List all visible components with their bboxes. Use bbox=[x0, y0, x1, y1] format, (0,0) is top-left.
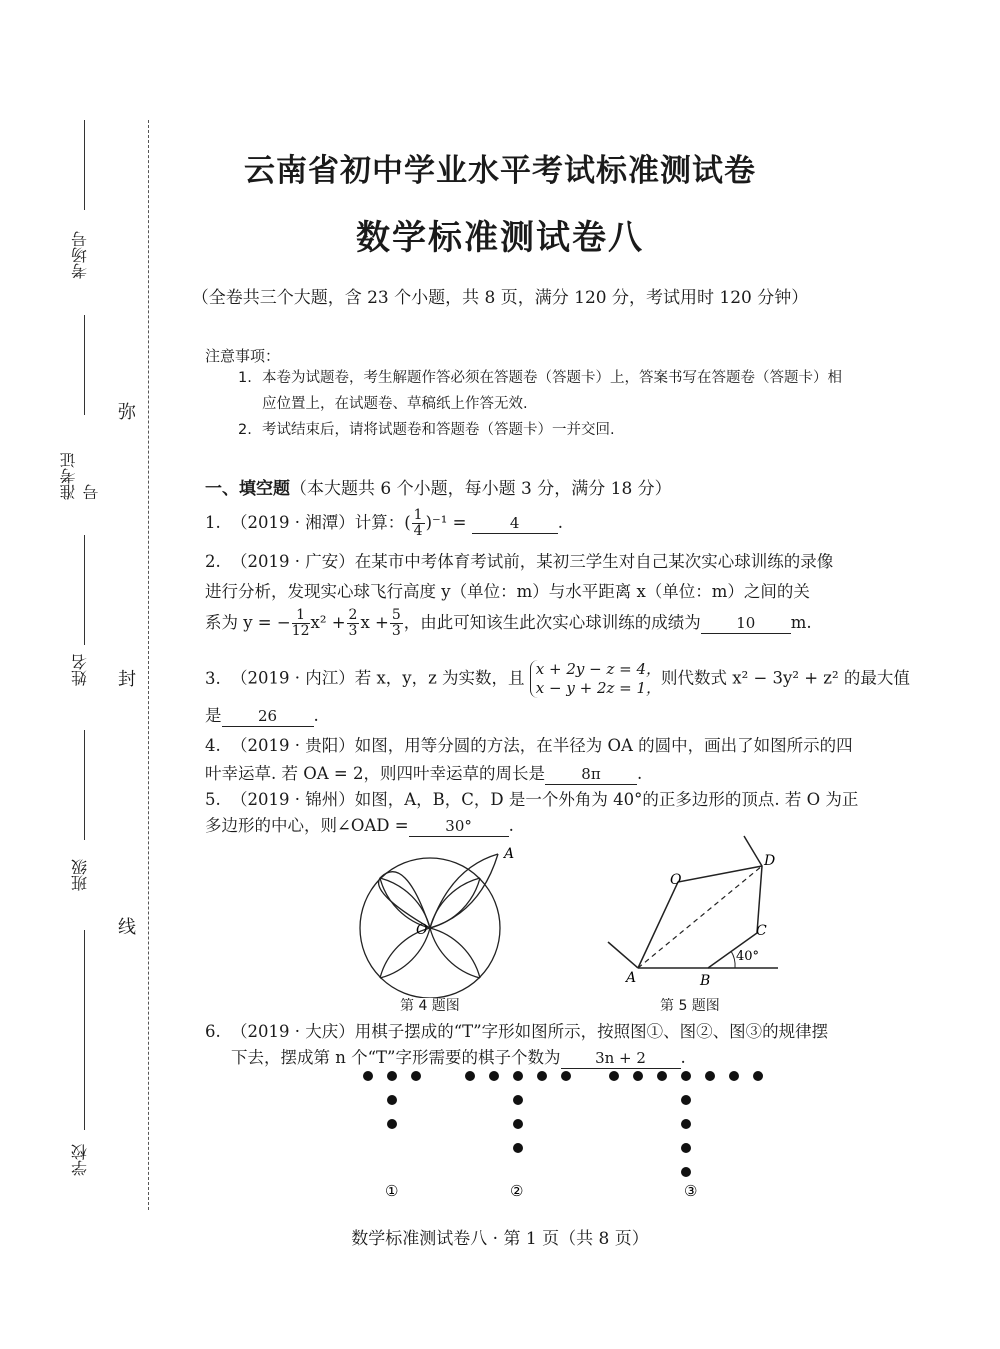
leaf-arc bbox=[430, 854, 498, 928]
question-3: 3. （2019 · 内江）若 x，y，z 为实数，且 x + 2y − z = 4， x − y + 2z = 1， 则代数式 x² − 3y² + z² 的最大值 bbox=[205, 660, 910, 697]
field-line bbox=[84, 315, 85, 415]
field-exam-room: 考场号 bbox=[70, 231, 90, 279]
figure-4-caption: 第 4 题图 bbox=[400, 998, 460, 1014]
figure-5-polygon bbox=[600, 832, 800, 992]
field-name: 姓名 bbox=[70, 654, 90, 686]
seal-char-xian: 线 bbox=[118, 917, 136, 938]
note-item: 1. 本卷为试题卷，考生解题作答必须在答题卷（答题卡）上，答案书写在答题卷（答题卡）相 bbox=[238, 370, 842, 386]
paper-title: 数学标准测试卷八 bbox=[356, 218, 644, 258]
answer-blank: 30° bbox=[409, 816, 509, 837]
question-1: 1. （2019 · 湘潭）计算：( $\frac{1}{4}$ )⁻¹ = 4 . bbox=[205, 507, 563, 539]
leaf-arc bbox=[430, 928, 480, 978]
answer-blank: 10 bbox=[701, 613, 791, 634]
leaf-arc bbox=[380, 878, 430, 928]
leaf-arc bbox=[430, 928, 480, 978]
question-6: 6. （2019 · 大庆）用棋子摆成的“T”字形如图所示，按照图①、图②、图③的规律摆 bbox=[205, 1022, 829, 1041]
page-footer: 数学标准测试卷八 · 第 1 页（共 8 页） bbox=[351, 1229, 649, 1249]
fraction: $\frac{2}{3}$ bbox=[348, 607, 358, 639]
field-ticket-number: 准考证号 bbox=[59, 452, 101, 500]
field-line bbox=[84, 930, 85, 1130]
exam-series-title: 云南省初中学业水平考试标准测试卷 bbox=[244, 153, 756, 189]
note-item: 2. 考试结束后，请将试题卷和答题卷（答题卡）一并交回. bbox=[238, 422, 615, 438]
label-A: A bbox=[626, 970, 637, 986]
label-O: O bbox=[416, 922, 428, 938]
notes-heading: 注意事项： bbox=[205, 347, 281, 365]
field-line bbox=[84, 535, 85, 645]
question-2: 2. （2019 · 广安）在某市中考体育考试前，某初三学生对自己某次实心球训练的录像 bbox=[205, 552, 834, 571]
t-shape-3 bbox=[609, 1071, 763, 1177]
question-3-line2: 是 26 . bbox=[205, 706, 319, 725]
answer-blank: 8π bbox=[545, 764, 637, 785]
field-school: 学校 bbox=[70, 1144, 90, 1176]
t-shape-2 bbox=[465, 1071, 571, 1153]
equation-system: x + 2y − z = 4， x − y + 2z = 1， bbox=[530, 660, 661, 698]
figure-5-caption: 第 5 题图 bbox=[660, 998, 720, 1014]
leaf-arc bbox=[430, 878, 480, 928]
figure-4-clover bbox=[350, 838, 530, 998]
question-5: 5. （2019 · 锦州）如图，A，B，C，D 是一个外角为 40°的正多边形的顶点. 若 O 为正 bbox=[205, 790, 859, 809]
question-4-line2: 叶幸运草. 若 OA = 2，则四叶幸运草的周长是 8π . bbox=[205, 764, 643, 783]
angle-label: 40° bbox=[736, 949, 760, 964]
label-A: A bbox=[504, 846, 515, 862]
leaf-arc bbox=[430, 878, 480, 928]
label-D: D bbox=[764, 853, 776, 869]
fraction: $\frac{5}{3}$ bbox=[391, 607, 401, 639]
label-3: ③ bbox=[684, 1182, 698, 1200]
answer-blank: 3n + 2 bbox=[561, 1048, 681, 1069]
label-1: ① bbox=[385, 1182, 399, 1200]
t-shape-1 bbox=[363, 1071, 421, 1129]
leaf-arc bbox=[380, 878, 430, 928]
seal-char-mi: 弥 bbox=[118, 402, 136, 423]
field-class: 班级 bbox=[70, 859, 90, 891]
label-2: ② bbox=[510, 1182, 524, 1200]
answer-blank: 4 bbox=[472, 513, 558, 534]
figure-6-t-shapes bbox=[350, 1064, 790, 1204]
question-6-line2: 下去，摆成第 n 个“T”字形需要的棋子个数为 3n + 2 . bbox=[231, 1048, 686, 1067]
seal-char-feng: 封 bbox=[118, 669, 136, 690]
field-line bbox=[84, 730, 85, 840]
section-heading: 一、填空题（本大题共 6 个小题，每小题 3 分，满分 18 分） bbox=[205, 479, 672, 499]
label-O: O bbox=[670, 872, 682, 888]
question-2-line2: 进行分析，发现实心球飞行高度 y（单位：m）与水平距离 x（单位：m）之间的关 bbox=[205, 582, 810, 601]
question-5-line2: 多边形的中心，则∠OAD = 30° . bbox=[205, 816, 514, 835]
label-B: B bbox=[700, 973, 711, 989]
leaf-arc bbox=[430, 854, 498, 928]
label-C: C bbox=[756, 923, 767, 939]
question-4: 4. （2019 · 贵阳）如图，用等分圆的方法，在半径为 OA 的圆中，画出了如图所示的四 bbox=[205, 736, 853, 755]
question-2-line3: 系为 y = − $\frac{1}{12}$ x² + $\frac{2}{3}$ x + $\frac{5}{3}$ ，由此可知该生此次实心球训练的成绩为 10 m. bbox=[205, 607, 812, 639]
answer-blank: 26 bbox=[222, 706, 314, 727]
note-item-cont: 应位置上，在试题卷、草稿纸上作答无效. bbox=[262, 396, 528, 412]
paper-info: （全卷共三个大题，含 23 个小题，共 8 页，满分 120 分，考试用时 120 分钟） bbox=[191, 288, 809, 308]
angle-arc bbox=[731, 951, 735, 968]
fraction: $\frac{1}{12}$ bbox=[291, 607, 310, 639]
extension-line bbox=[608, 942, 638, 968]
fraction: $\frac{1}{4}$ bbox=[413, 507, 423, 539]
